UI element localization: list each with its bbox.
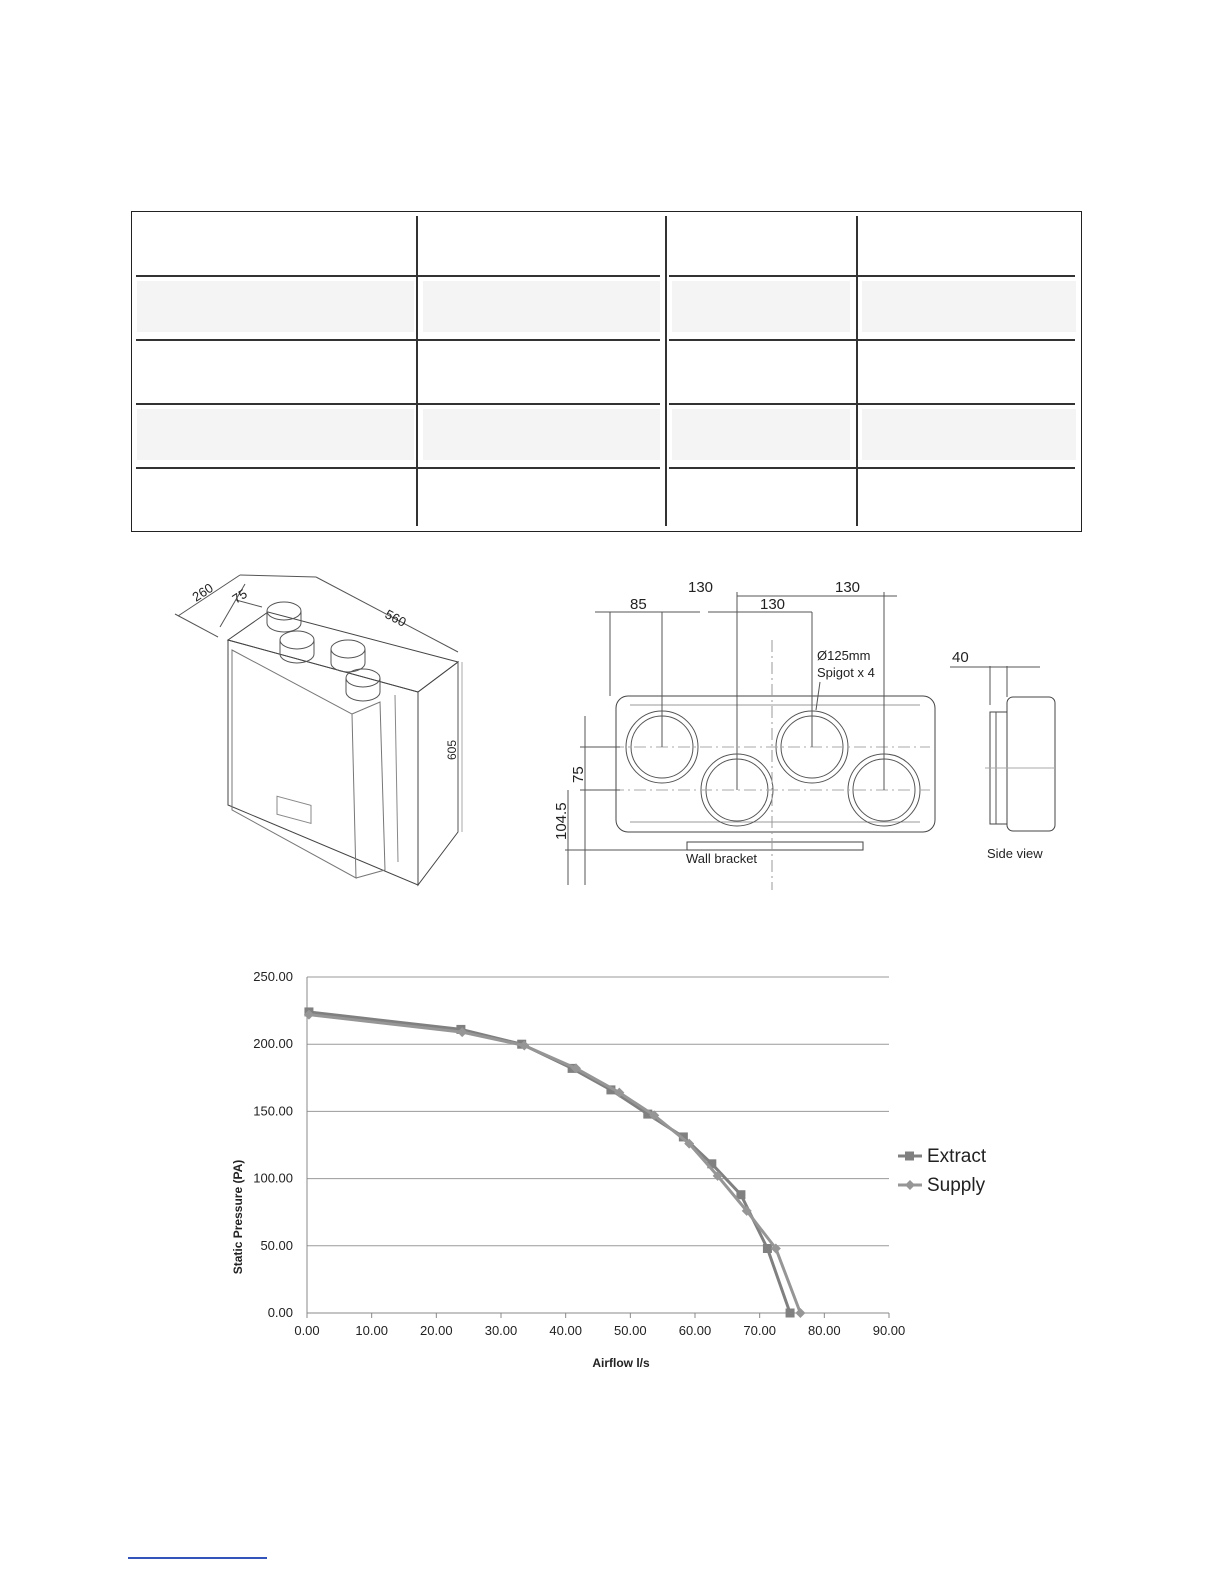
table-row xyxy=(862,281,1076,332)
dim-130-top-right: 130 xyxy=(835,579,861,596)
table-row xyxy=(862,409,1076,460)
dim-85: 85 xyxy=(630,596,647,613)
legend-marker xyxy=(905,1152,914,1161)
x-tick-label: 10.00 xyxy=(355,1323,388,1338)
table-divider xyxy=(665,216,667,526)
x-tick-label: 30.00 xyxy=(484,1323,518,1338)
table-divider xyxy=(856,216,858,526)
spec-table xyxy=(131,211,1082,532)
table-divider xyxy=(669,339,1075,341)
legend-label: Extract xyxy=(927,1146,987,1167)
x-tick-label: 40.00 xyxy=(549,1323,582,1338)
side-view-label: Side view xyxy=(987,846,1043,861)
chart-gridlines xyxy=(307,977,889,1313)
table-divider xyxy=(669,275,1075,277)
data-point xyxy=(763,1244,772,1253)
table-divider xyxy=(136,275,660,277)
x-tick-label: 60.00 xyxy=(678,1323,712,1338)
x-axis-ticks xyxy=(294,1313,905,1338)
y-axis-ticks xyxy=(253,969,293,1320)
x-tick-label: 80.00 xyxy=(808,1323,841,1338)
technical-drawing xyxy=(0,560,1224,900)
isometric-view xyxy=(175,575,462,885)
dim-75: 75 xyxy=(229,586,250,607)
airflow-chart xyxy=(220,960,1020,1380)
table-row xyxy=(423,281,660,332)
dim-260: 260 xyxy=(189,580,216,605)
table-row xyxy=(137,281,414,332)
x-tick-label: 20.00 xyxy=(420,1323,453,1338)
front-view xyxy=(565,592,935,890)
data-point xyxy=(795,1308,805,1318)
table-row xyxy=(672,409,850,460)
table-divider xyxy=(136,339,660,341)
wall-bracket-label: Wall bracket xyxy=(686,851,758,866)
dim-560: 560 xyxy=(382,606,409,630)
footer-link[interactable] xyxy=(128,1557,267,1559)
table-row xyxy=(137,409,414,460)
dim-130-middle: 130 xyxy=(760,596,786,613)
x-tick-label: 0.00 xyxy=(294,1323,320,1338)
legend-marker xyxy=(905,1180,915,1190)
x-tick-label: 90.00 xyxy=(872,1323,906,1338)
chart-series xyxy=(304,1007,805,1318)
table-row xyxy=(423,409,660,460)
y-tick-label: 250.00 xyxy=(253,969,293,984)
y-tick-label: 50.00 xyxy=(260,1237,293,1253)
x-axis-label: Airflow l/s xyxy=(592,1356,650,1370)
dim-130-top-left: 130 xyxy=(688,579,714,596)
x-tick-label: 50.00 xyxy=(614,1323,647,1338)
y-tick-label: 100.00 xyxy=(253,1170,293,1186)
data-point xyxy=(786,1309,795,1318)
table-divider xyxy=(136,467,660,469)
y-tick-label: 200.00 xyxy=(253,1036,293,1052)
spigot-count-label: Spigot x 4 xyxy=(817,665,875,680)
dim-75-vertical: 75 xyxy=(570,766,587,783)
y-tick-label: 150.00 xyxy=(253,1103,293,1119)
series-line-supply xyxy=(309,1015,800,1313)
dim-605: 605 xyxy=(445,739,459,760)
table-divider xyxy=(416,216,418,526)
y-axis-label: Static Pressure (PA) xyxy=(231,1159,245,1275)
dim-40: 40 xyxy=(952,649,969,666)
chart-legend xyxy=(898,1146,987,1196)
legend-label: Supply xyxy=(927,1175,986,1196)
y-tick-label: 0.00 xyxy=(267,1305,293,1320)
table-divider xyxy=(669,467,1075,469)
table-divider xyxy=(669,403,1075,405)
x-tick-label: 70.00 xyxy=(743,1323,776,1338)
spigot-diameter-label: Ø125mm xyxy=(817,648,871,663)
table-divider xyxy=(136,403,660,405)
side-view xyxy=(950,666,1055,831)
dim-104-5: 104.5 xyxy=(553,802,570,840)
table-row xyxy=(672,281,850,332)
